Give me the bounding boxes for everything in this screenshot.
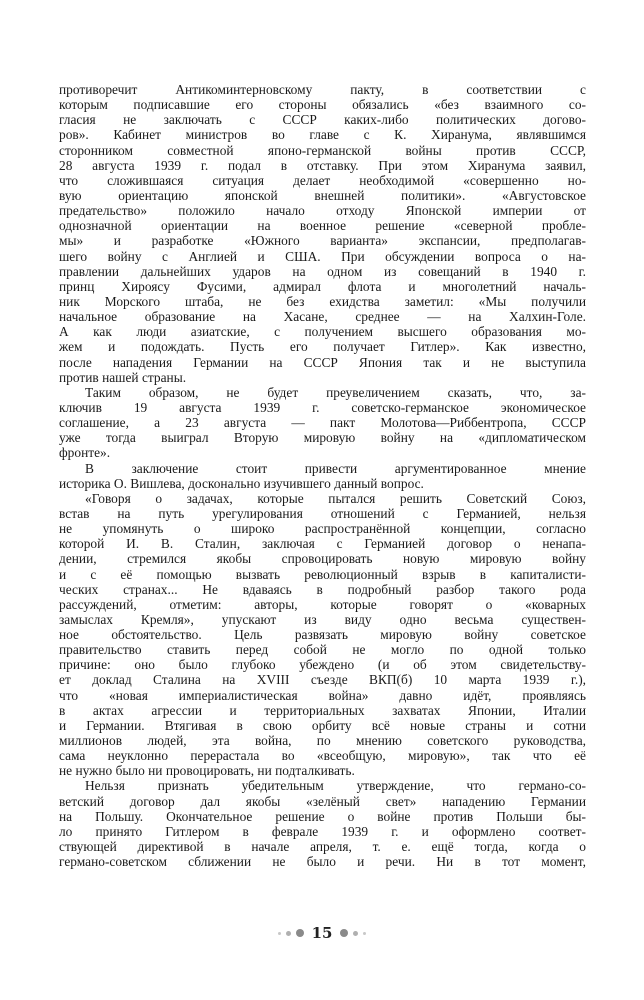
text-line: что сложившаяся ситуация делает необходимой «совершенно но- <box>59 172 586 188</box>
text-line: и с её помощью вызвать революционный взрыв в капиталисти- <box>59 566 586 582</box>
text-line: 28 августа 1939 г. подал в отставку. При этом Хиранума заявил, <box>59 157 586 173</box>
text-line: вую ориентацию японской внешней политики». «Августовское <box>59 187 586 203</box>
text-line: гласия не заключать с СССР каких-либо политических догово- <box>59 112 586 128</box>
ornament-dot <box>340 929 348 937</box>
text-line: что «новая империалистическая война» давно идёт, проявляясь <box>59 687 586 703</box>
text-line: миллионов людей, эта война, по мнению советского руководства, <box>59 733 586 749</box>
text-line: сама неуклонно перерастала во «всеобщую, мировую», так что её <box>59 748 586 764</box>
text-line: предательство» положило начало отходу Японской империи от <box>59 203 586 219</box>
text-line: принц Хироясу Фусими, адмирал флота и многолетний началь- <box>59 278 586 294</box>
text-line: после нападения Германии на СССР Япония так и не выступила <box>59 354 586 370</box>
ornament-dot <box>296 929 304 937</box>
text-line: в актах агрессии и территориальных захватах Японии, Италии <box>59 702 586 718</box>
text-line: причине: оно было глубоко убеждено (и об этом свидетельству- <box>59 657 586 673</box>
text-line: историка О. Вишлева, досконально изучившего данный вопрос. <box>59 475 424 491</box>
text-line: ров». Кабинет министров во главе с К. Хиранума, являвшимся <box>59 127 586 143</box>
text-line: мы» и разработке «Южного варианта» экспансии, предполагав- <box>59 233 586 249</box>
paragraph <box>59 778 586 869</box>
paragraph <box>59 461 586 491</box>
text-line: германо-советском сближении не было и речи. Ни в тот момент, <box>59 854 586 870</box>
text-line: начальное образование на Хасане, среднее — на Халхин-Голе. <box>59 309 586 325</box>
text-line: не нужно было ни провоцировать, ни подталкивать. <box>59 763 355 779</box>
page-number: 15 <box>311 924 333 942</box>
ornament-dot <box>363 932 366 935</box>
text-line: которым подписавшие его стороны обязались «без взаимного со- <box>59 97 586 113</box>
text-line: Таким образом, не будет преувеличением сказать, что, за- <box>85 384 586 400</box>
text-line: ствующей директивой в начале апреля, т. е. ещё тогда, когда о <box>59 839 586 855</box>
text-line: которой И. В. Сталин, заключая с Германией договор о ненапа- <box>59 536 586 552</box>
text-line: не упомянуть о широко распространённой концепции, согласно <box>59 521 586 537</box>
text-line: уже тогда выиграл Вторую мировую войну на «дипломатическом <box>59 430 586 446</box>
text-line: фронте». <box>59 445 111 461</box>
page-footer <box>0 924 644 942</box>
text-line: ческих странах... Не вдаваясь в подробный разбор такого рода <box>59 581 586 597</box>
text-line: на Польшу. Окончательное решение о войне против Польши бы- <box>59 808 586 824</box>
text-line: ветский договор дал якобы «зелёный свет» нападению Германии <box>59 793 586 809</box>
text-line: соглашение, а 23 августа — пакт Молотова—Риббентропа, СССР <box>59 415 586 431</box>
text-line: встав на путь урегулирования отношений с Германией, нельзя <box>59 505 586 521</box>
text-line: ет доклад Сталина на XVIII съезде ВКП(б) 10 марта 1939 г.), <box>59 672 586 688</box>
paragraph <box>59 385 586 461</box>
text-line: шего войну с Англией и США. При обсуждении вопроса о на- <box>59 248 586 264</box>
text-line: жем и подождать. Пусть его получает Гитлер». Как известно, <box>59 339 586 355</box>
text-line: правительство ставить перед собой не могло по одной только <box>59 642 586 658</box>
text-line: ло принято Гитлером в феврале 1939 г. и оформлено соответ- <box>59 823 586 839</box>
ornament-dot <box>286 931 291 936</box>
text-line: противоречит Антикоминтерновскому пакту, в соответствии с <box>59 82 586 97</box>
text-line: «Говоря о задачах, которые пытался решить Советский Союз, <box>85 490 586 506</box>
ornament-dot <box>353 931 358 936</box>
text-line: А как люди азиатские, с получением высшего образования мо- <box>59 324 586 340</box>
text-line: сторонником совместной японо-германской войны против СССР, <box>59 142 586 158</box>
text-line: дении, стремился якобы спровоцировать новую мировую войну <box>59 551 586 567</box>
text-line: и Германии. Втягивая в свою орбиту всё новые страны и сотни <box>59 717 586 733</box>
ornament-dot <box>278 932 281 935</box>
text-line: замыслах Кремля», упускают из виду одно весьма существен- <box>59 611 586 627</box>
text-line: ключив 19 августа 1939 г. советско-германское экономическое <box>59 399 586 415</box>
paragraph <box>59 82 586 385</box>
text-line: против нашей страны. <box>59 369 187 385</box>
text-line: однозначной ориентации на военное решение «северной пробле- <box>59 218 586 234</box>
page-body <box>59 82 586 869</box>
text-line: В заключение стоит привести аргументированное мнение <box>85 460 586 476</box>
paragraph <box>59 491 586 779</box>
text-line: правлении дальнейших ударов на одном из совещаний в 1940 г. <box>59 263 586 279</box>
text-line: ное обстоятельство. Цель развязать мировую войну советское <box>59 627 586 643</box>
text-line: рассуждений, отметим: авторы, которые говорят о «коварных <box>59 596 586 612</box>
text-line: Нельзя признать убедительным утверждение, что германо-со- <box>85 778 586 794</box>
text-line: ник Морского штаба, не без ехидства заметил: «Мы получили <box>59 293 586 309</box>
